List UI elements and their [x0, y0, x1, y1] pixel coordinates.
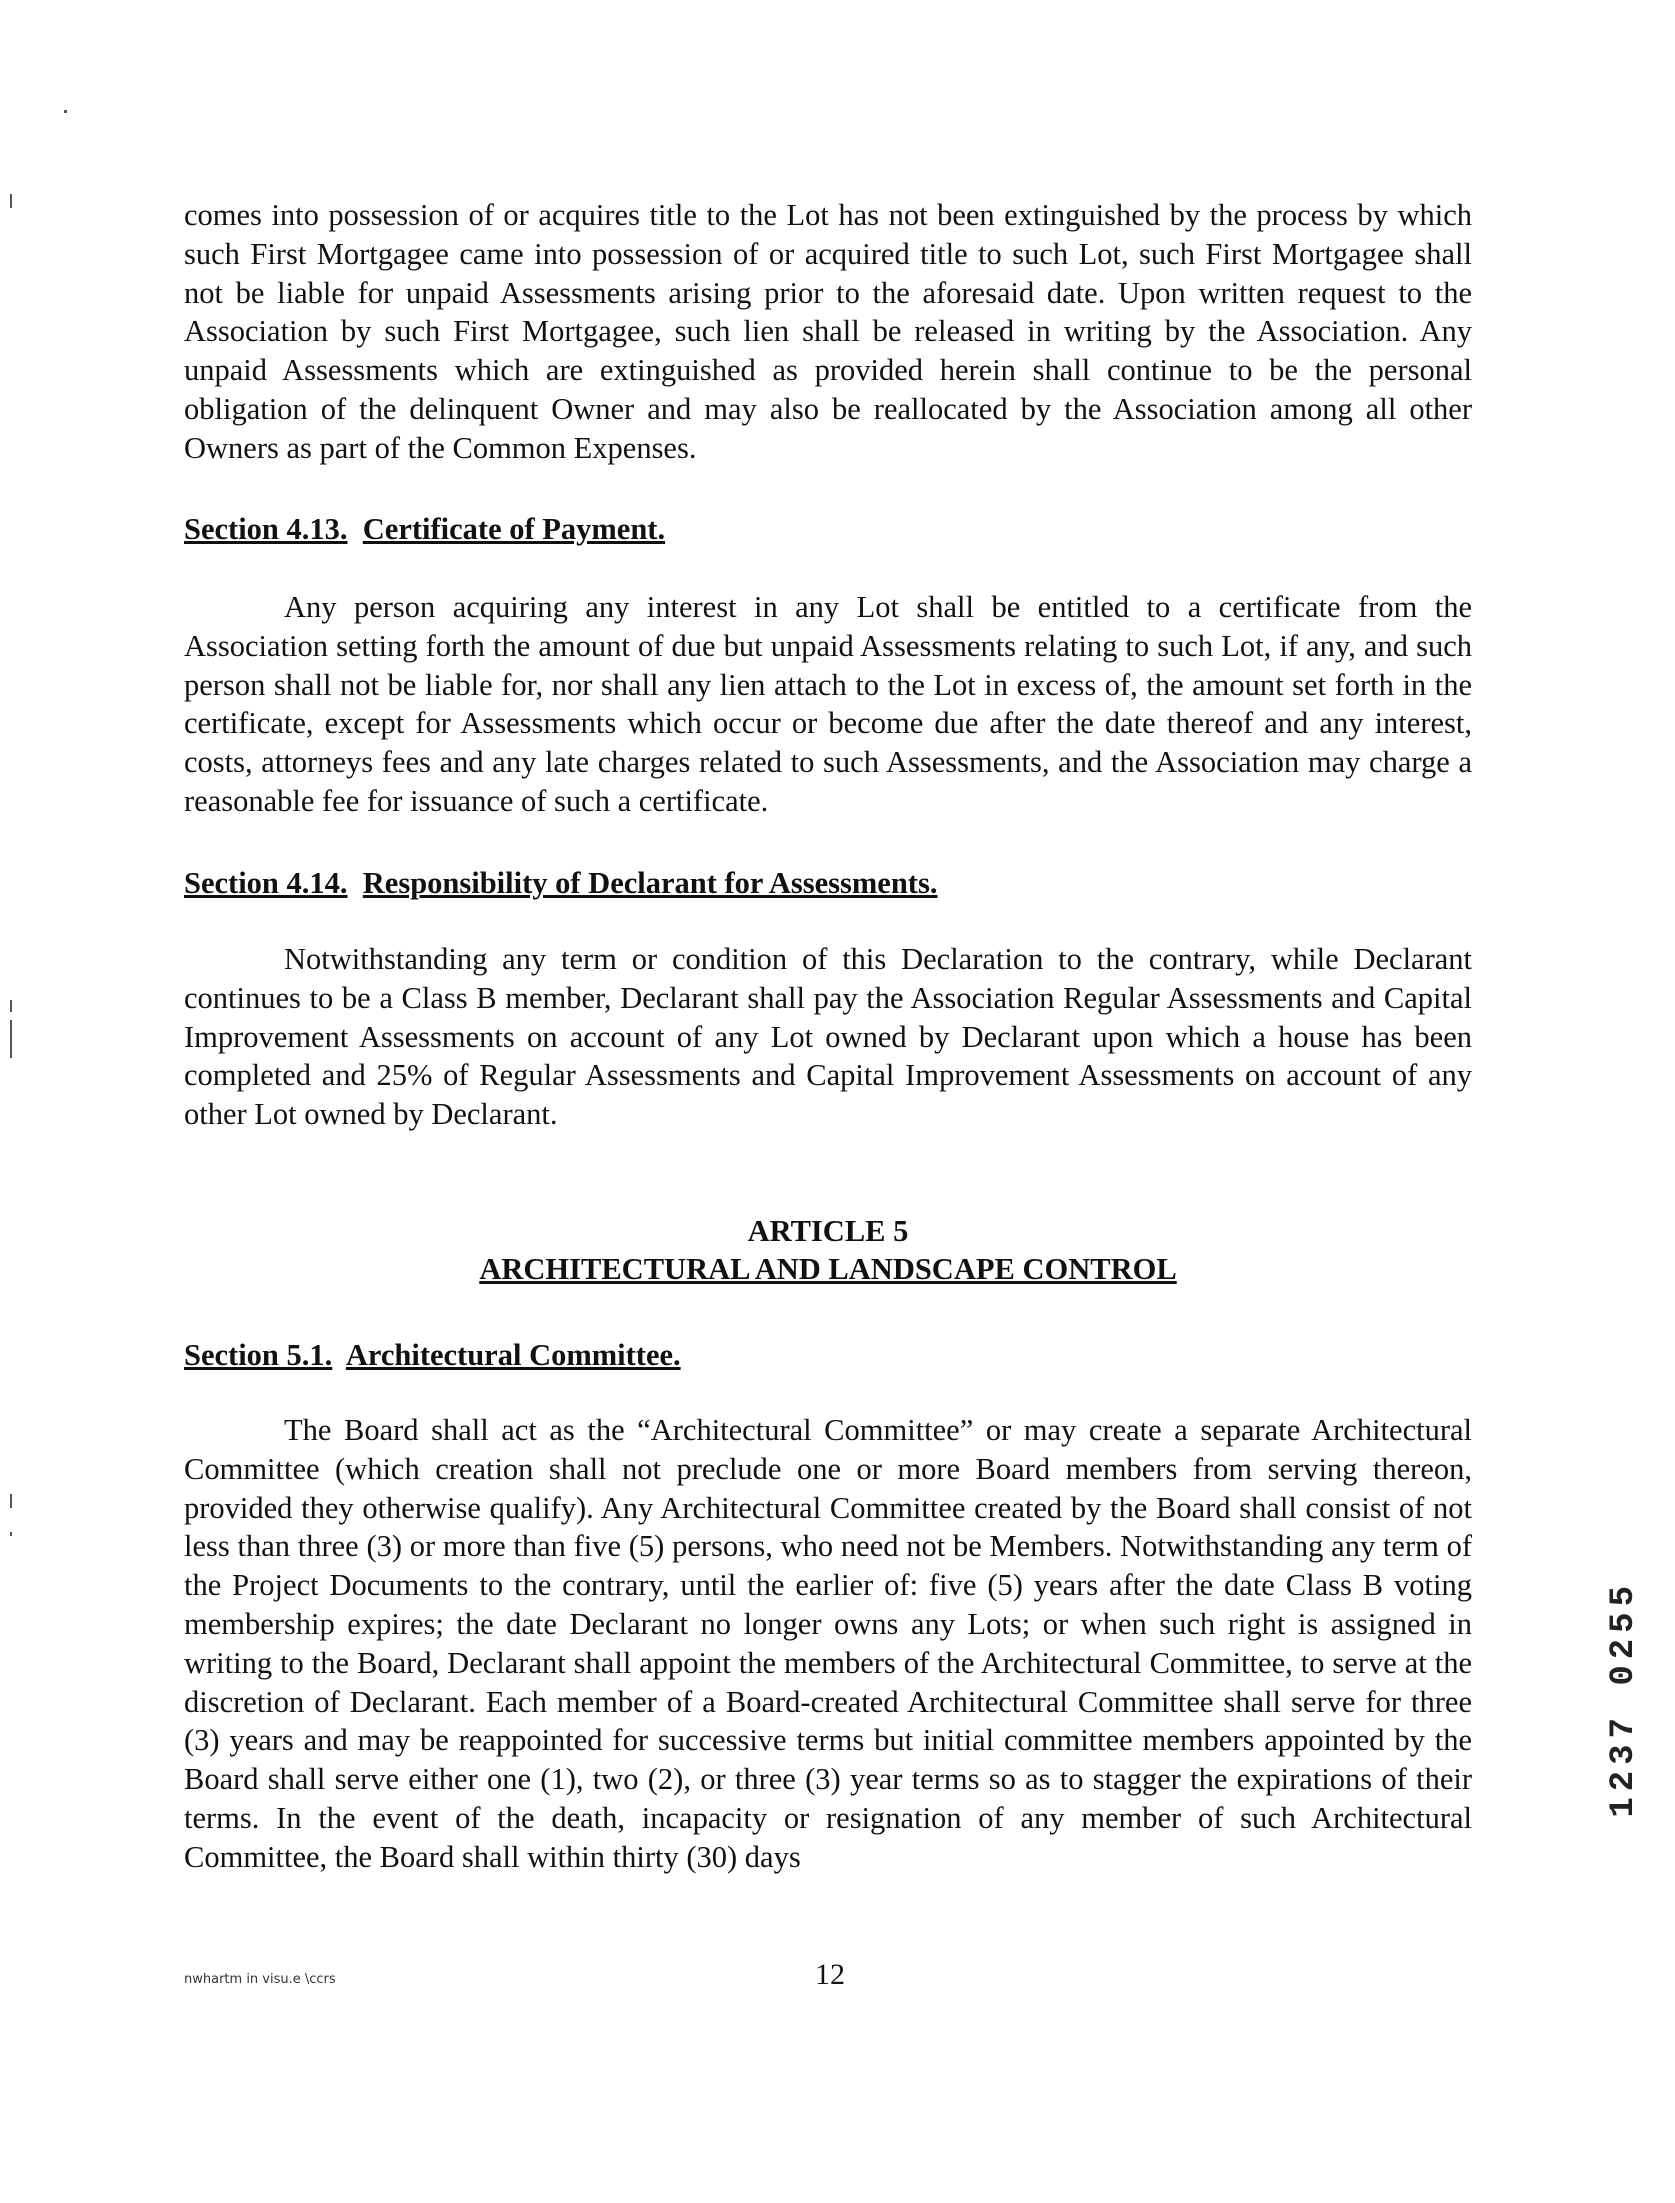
scan-margin-mark [10, 1020, 12, 1058]
section-number: Section 5.1. [184, 1338, 333, 1372]
section-5-1-heading [184, 1336, 681, 1374]
section-4-13-heading [184, 510, 665, 548]
section-title: Architectural Committee. [345, 1338, 681, 1372]
section-number: Section 4.14. [184, 866, 348, 900]
scan-margin-mark [10, 1494, 12, 1508]
scan-speck [64, 110, 67, 113]
scan-margin-mark [10, 1000, 12, 1012]
article-heading [184, 1212, 1472, 1288]
section-4-13-text: Any person acquiring any interest in any Lot shall be entitled to a certificate from the Association setting forth the amount of due but unpaid Assessments relating to such Lot, if any, and such person shall not be liable for, nor shall any lien attach to the Lot in excess of, the amount set forth in the certificate, except for Assessments which occur or become due after the date thereof and any interest, costs, attorneys fees and any late charges related to such Assessments, and the Association may charge a reasonable fee for issuance of such a certificate. [184, 590, 1472, 818]
section-title: Certificate of Payment. [362, 512, 666, 546]
section-title: Responsibility of Declarant for Assessments. [362, 866, 938, 900]
article-title: ARCHITECTURAL AND LANDSCAPE CONTROL [479, 1252, 1177, 1286]
section-5-1-text: The Board shall act as the “Architectural Committee” or may create a separate Architectural Committee (which creation shall not preclude one or more Board members from serving thereon, provided they otherwise qualify). Any Architectural Committee created by the Board shall consist of not less than three (3) or more than five (5) persons, who need not be Members. Notwithstanding any term of the Project Documents to the contrary, until the earlier of: five (5) years after the date Class B voting membership expires; the date Declarant no longer owns any Lots; or when such right is assigned in writing to the Board, Declarant shall appoint the members of the Architectural Committee, to serve at the discretion of Declarant. Each member of a Board-created Architectural Committee shall serve for three (3) years and may be reappointed for successive terms but initial committee members appointed by the Board shall serve either one (1), two (2), or three (3) year terms so as to stagger the expirations of their terms. In the event of the death, incapacity or resignation of any member of such Architectural Committee, the Board shall within thirty (30) days [184, 1413, 1472, 1874]
section-4-14-heading [184, 864, 937, 902]
footer-file-code: nwhartm in visu.e \ccrs [184, 1972, 336, 1987]
article-number: ARTICLE 5 [747, 1214, 909, 1248]
page-number: 12 [815, 1958, 845, 1991]
recording-stamp: 1237 0255 [1605, 1580, 1643, 1818]
section-number: Section 4.13. [184, 512, 348, 546]
scan-margin-mark [10, 194, 12, 208]
intro-paragraph: comes into possession of or acquires title to the Lot has not been extinguished by the process by which such First Mortgagee came into possession of or acquired title to such Lot, such First Mortgagee shall not be liable for unpaid Assessments arising prior to the aforesaid date. Upon written request to the Association by such First Mortgagee, such lien shall be released in writing by the Association. Any unpaid Assessments which are extinguished as provided herein shall continue to be the personal obligation of the delinquent Owner and may also be reallocated by the Association among all other Owners as part of the Common Expenses. [184, 198, 1472, 465]
scan-margin-mark [10, 1532, 12, 1536]
section-4-14-text: Notwithstanding any term or condition of this Declaration to the contrary, while Declarant continues to be a Class B member, Declarant shall pay the Association Regular Assessments and Capital Improvement Assessments on account of any Lot owned by Declarant upon which a house has been completed and 25% of Regular Assessments and Capital Improvement Assessments on account of any other Lot owned by Declarant. [184, 942, 1472, 1132]
